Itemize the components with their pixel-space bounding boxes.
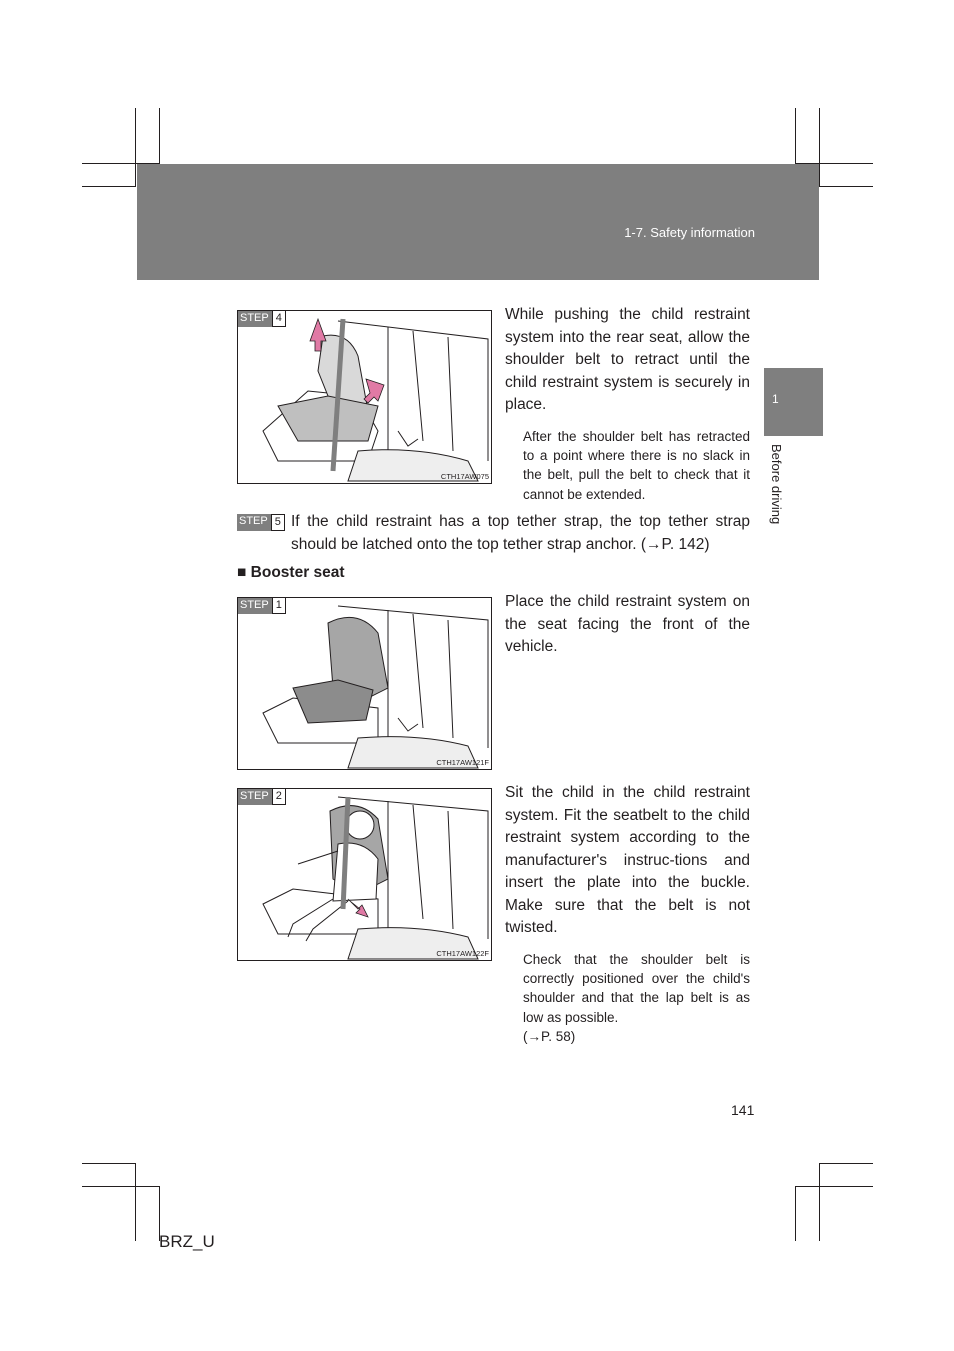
figure-step4 (237, 310, 492, 484)
model-code: BRZ_U (159, 1232, 215, 1251)
step-word: STEP (238, 311, 272, 327)
step1-text: Place the child restraint system on the seat facing the front of the vehicle. (505, 593, 750, 655)
crop-mark (82, 1163, 136, 1164)
step-badge (238, 789, 286, 805)
step2-note: Check that the shoulder belt is correctly positioned over the child's shoulder and that the lap belt is as low as possible. (523, 952, 750, 1025)
page-number: 141 (731, 1102, 755, 1118)
step4-text: While pushing the child restraint system into the rear seat, allow the shoulder belt to retract until the child restraint system is securely in place. (505, 306, 750, 413)
figure-code: CTH17AW075 (440, 472, 489, 481)
crop-mark (795, 1186, 873, 1187)
figure-step1 (237, 597, 492, 770)
crop-mark (82, 1186, 160, 1187)
crop-mark (819, 108, 820, 186)
step-badge (238, 598, 286, 614)
chapter-tab (764, 368, 823, 436)
step-badge (238, 311, 286, 327)
crop-mark (82, 186, 136, 187)
step4-note: After the shoulder belt has retracted to a point where there is no slack in the belt, pull the belt to check that it cannot be extended. (523, 429, 750, 502)
step-number: 5 (271, 514, 285, 531)
step-number: 1 (272, 598, 286, 614)
crop-mark (819, 1163, 873, 1164)
figure-code: CTH17AW121F (436, 758, 489, 767)
crop-mark (795, 108, 796, 164)
step5-text: If the child restraint has a top tether strap, the top tether strap should be latched onto the top tether strap anchor. (→P. 142) (291, 513, 750, 553)
step5-badge (237, 514, 285, 531)
child-in-booster-illustration (238, 789, 491, 960)
step-word: STEP (237, 514, 271, 531)
header-band (137, 164, 819, 280)
crop-mark (135, 108, 136, 186)
chapter-title: Before driving (769, 444, 784, 525)
step-word: STEP (238, 598, 272, 614)
step-word: STEP (238, 789, 272, 805)
booster-seat-illustration (238, 598, 491, 769)
step2-note-reference: (→P. 58) (523, 1029, 576, 1044)
section-title: 1-7. Safety information (624, 225, 755, 240)
booster-seat-heading: ■ Booster seat (237, 564, 345, 581)
step-number: 2 (272, 789, 286, 805)
step-number: 4 (272, 311, 286, 327)
crop-mark (159, 108, 160, 164)
figure-step2 (237, 788, 492, 961)
car-seat-illustration (238, 311, 491, 483)
figure-code: CTH17AW122F (436, 949, 489, 958)
step2-text: Sit the child in the child restraint system. Fit the seatbelt to the child restraint system according to the manufacturer's instruc-tions and insert the plate into the buckle. Make sure that the belt is not twisted. (505, 784, 750, 936)
chapter-number: 1 (772, 392, 779, 406)
crop-mark (819, 186, 873, 187)
crop-mark (819, 1163, 820, 1241)
crop-mark (795, 1186, 796, 1241)
crop-mark (135, 1163, 136, 1241)
